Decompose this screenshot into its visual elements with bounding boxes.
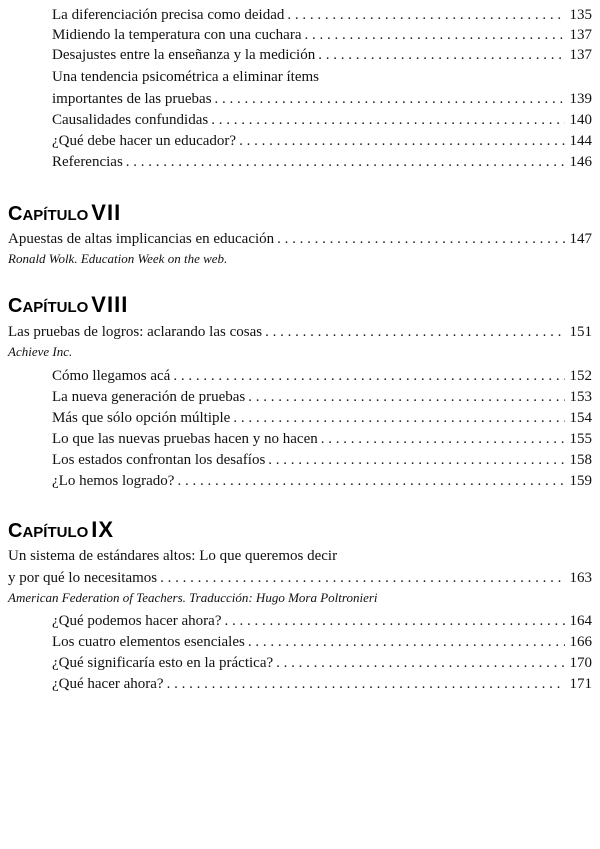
- toc-entry: [8, 229, 592, 249]
- toc-entry-title: Referencias: [52, 154, 123, 170]
- toc-entry: [8, 322, 592, 342]
- chapter-heading: [8, 517, 114, 543]
- toc-entry: [52, 45, 592, 65]
- dot-leader: [211, 110, 565, 130]
- toc-entry-title: Los cuatro elementos esenciales: [52, 634, 245, 650]
- toc-entry-page: 137: [569, 47, 592, 63]
- toc-entry-page: 147: [569, 231, 592, 247]
- dot-leader: [167, 674, 565, 694]
- toc-entry-title: ¿Lo hemos logrado?: [52, 473, 175, 489]
- chapter-heading: [8, 200, 121, 226]
- dot-leader: [318, 45, 565, 65]
- toc-entry-title: Midiendo la temperatura con una cuchara: [52, 27, 302, 43]
- toc-entry-page: 158: [569, 452, 592, 468]
- toc-entry-title: Los estados confrontan los desafíos: [52, 452, 266, 468]
- toc-entry-title: ¿Qué debe hacer un educador?: [52, 133, 237, 149]
- toc-entry: [52, 408, 592, 428]
- chapter-heading-initial: C: [8, 295, 23, 317]
- chapter-author: American Federation of Teachers. Traducción: Hugo Mora Poltronieri: [8, 590, 378, 605]
- dot-leader: [287, 5, 565, 25]
- chapter-heading: [8, 292, 128, 318]
- toc-entry-title-line1: Un sistema de estándares altos: Lo que queremos decir: [8, 548, 338, 564]
- toc-entry: [52, 25, 592, 45]
- toc-entry-page: 159: [569, 473, 592, 489]
- toc-entry: [52, 110, 592, 130]
- dot-leader: [239, 131, 565, 151]
- toc-entry: [52, 471, 592, 491]
- dot-leader: [277, 229, 565, 249]
- dot-leader: [248, 632, 565, 652]
- toc-entry-page: 151: [569, 324, 592, 340]
- toc-entry-page: 139: [569, 91, 592, 107]
- toc-entry: [52, 674, 592, 694]
- toc-entry-title: ¿Qué hacer ahora?: [52, 676, 164, 692]
- toc-entry: [52, 429, 592, 449]
- toc-entry: [52, 131, 592, 151]
- dot-leader: [160, 568, 565, 588]
- toc-entry: [52, 366, 592, 386]
- toc-entry-title: Causalidades confundidas: [52, 112, 209, 128]
- toc-entry: [52, 5, 592, 25]
- chapter-author: Ronald Wolk. Education Week on the web.: [8, 251, 228, 266]
- toc-entry: [52, 653, 592, 673]
- toc-entry-title: ¿Qué significaría esto en la práctica?: [52, 655, 274, 671]
- toc-entry-title: Apuestas de altas implicancias en educación: [8, 231, 275, 247]
- chapter-numeral: IX: [91, 517, 115, 542]
- toc-entry-page: 152: [569, 368, 592, 384]
- chapter-heading-word: APÍTULO: [22, 299, 89, 316]
- chapter-heading-word: APÍTULO: [22, 207, 89, 224]
- toc-entry: [52, 387, 592, 407]
- toc-entry-page: 171: [569, 676, 592, 692]
- toc-entry-page: 164: [569, 613, 592, 629]
- toc-entry: [52, 152, 592, 172]
- dot-leader: [276, 653, 565, 673]
- toc-entry-title: ¿Qué podemos hacer ahora?: [52, 613, 222, 629]
- dot-leader: [321, 429, 565, 449]
- toc-entry-page: 137: [569, 27, 592, 43]
- chapter-heading-initial: C: [8, 520, 23, 542]
- dot-leader: [225, 611, 566, 631]
- dot-leader: [215, 89, 565, 109]
- toc-entry-page: 166: [569, 634, 592, 650]
- toc-entry-page: 144: [569, 133, 592, 149]
- dot-leader: [265, 322, 565, 342]
- dot-leader: [173, 366, 565, 386]
- toc-entry-page: 140: [569, 112, 592, 128]
- toc-entry: [52, 611, 592, 631]
- toc-entry-title: Cómo llegamos acá: [52, 368, 171, 384]
- toc-entry-page: 170: [569, 655, 592, 671]
- toc-entry: [52, 632, 592, 652]
- toc-entry-title: Lo que las nuevas pruebas hacen y no hacen: [52, 431, 318, 447]
- dot-leader: [268, 450, 565, 470]
- chapter-numeral: VIII: [91, 292, 129, 317]
- toc-entry-page: 135: [569, 7, 592, 23]
- chapter-heading-initial: C: [8, 203, 23, 225]
- chapter-heading-word: APÍTULO: [22, 524, 89, 541]
- toc-entry-title: importantes de las pruebas: [52, 91, 212, 107]
- toc-entry-page: 155: [569, 431, 592, 447]
- toc-entry-title: y por qué lo necesitamos: [8, 570, 158, 586]
- dot-leader: [304, 25, 565, 45]
- chapter-numeral: VII: [91, 200, 122, 225]
- toc-entry-title: Más que sólo opción múltiple: [52, 410, 231, 426]
- toc-entry: [8, 568, 592, 588]
- toc-entry-title: Desajustes entre la enseñanza y la medición: [52, 47, 316, 63]
- toc-entry-page: 154: [569, 410, 592, 426]
- toc-entry-title-line1: Una tendencia psicométrica a eliminar ítems: [52, 69, 319, 85]
- dot-leader: [177, 471, 565, 491]
- toc-entry-title: La diferenciación precisa como deidad: [52, 7, 285, 23]
- dot-leader: [126, 152, 565, 172]
- dot-leader: [248, 387, 565, 407]
- toc-entry-title: La nueva generación de pruebas: [52, 389, 246, 405]
- toc-entry-page: 146: [569, 154, 592, 170]
- toc-entry: [52, 450, 592, 470]
- toc-entry-title: Las pruebas de logros: aclarando las cosas: [8, 324, 263, 340]
- toc-entry-page: 153: [569, 389, 592, 405]
- toc-entry: [52, 89, 592, 109]
- chapter-author: Achieve Inc.: [8, 344, 73, 359]
- toc-entry-page: 163: [569, 570, 592, 586]
- dot-leader: [233, 408, 565, 428]
